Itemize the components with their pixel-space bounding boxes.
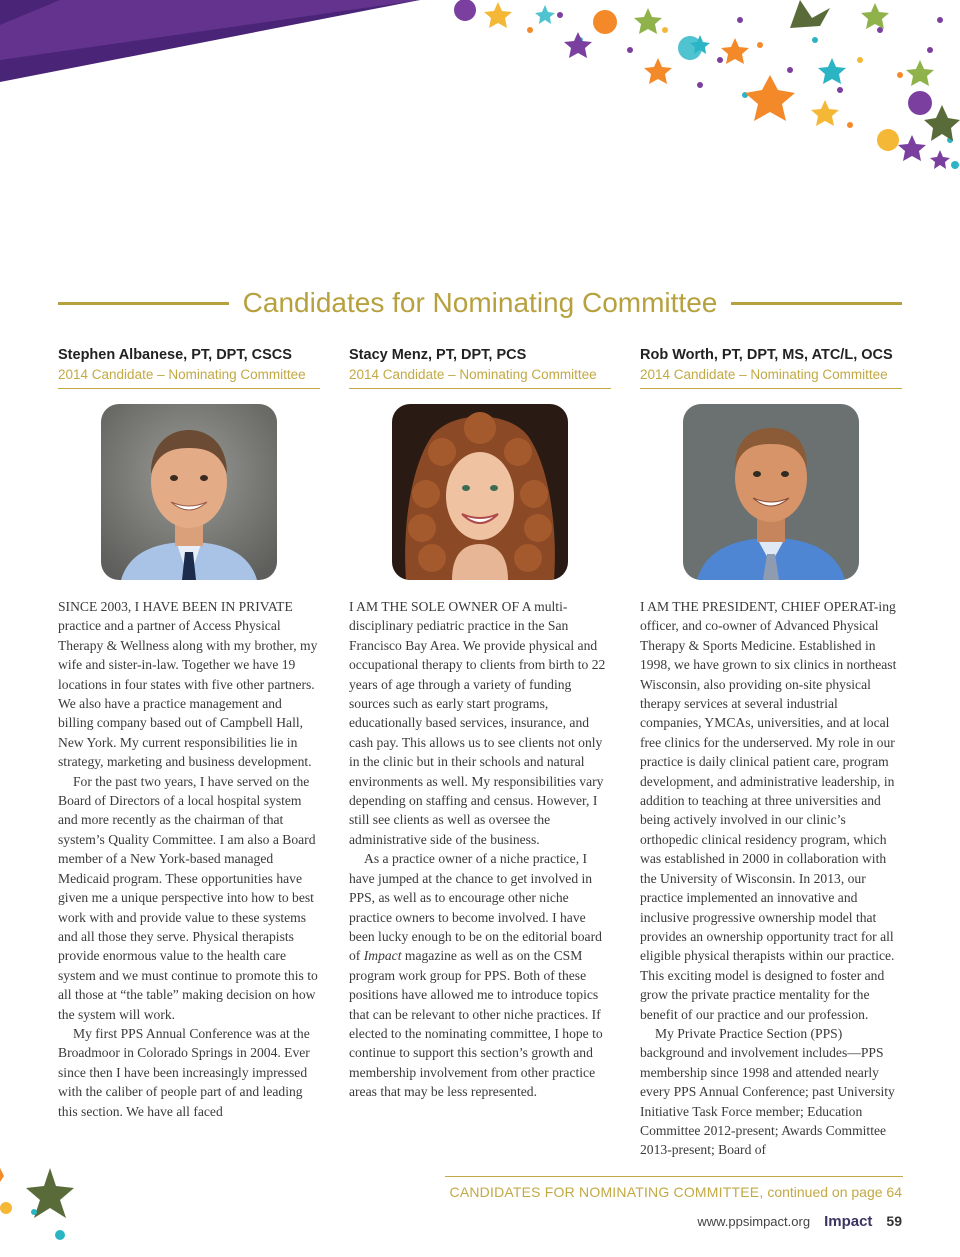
bio-paragraph: ing officer, and co-owner of Advanced Physical Therapy & Sports Medicine. Established in 1998, we have grown to six clinics in northeast Wisconsin, also providing on-site physical therapy services at several industrial companies, YMCAs, universities, and at local free clinics for the underserved. My role in our practice is daily clinical patient care, program development, and administrative leadership, in addition to teaching at three universities and being actively involved in our clinic’s orthopedic clinical residency program, which was established in 2000 in collaboration with the University of Wisconsin. In 2013, our practice implemented an innovative and inclusive progressive ownership model that provides an ownership opportunity tract for all eligible physical therapists within our practice. This exciting model is designed to foster and grow the private practice mentality for the benefit of our practice and our profession.	[640, 599, 897, 1022]
magazine-title: Impact	[363, 948, 402, 964]
bio-lead: I AM THE SOLE OWNER OF A	[349, 599, 531, 614]
bottom-star-decoration	[0, 1160, 90, 1257]
footer-url[interactable]: www.ppsimpact.org	[697, 1214, 811, 1229]
candidate-bio	[58, 597, 320, 1121]
confetti-decoration	[0, 0, 960, 180]
page-number: 59	[886, 1213, 902, 1229]
page-footer	[697, 1213, 902, 1230]
candidate-column-worth	[640, 345, 902, 1160]
candidate-subtitle: 2014 Candidate – Nominating Committee	[58, 365, 320, 389]
bio-paragraph: practice and a partner of Access Physical Therapy & Wellness along with my brother, my wife and sister-in-law. Together we have 19 locations in four states with five other partners. We also have a practice management and billing company based out of Campbell Hall, New York. My current responsibilities lie in strategy, marketing and business development.	[58, 618, 318, 770]
magazine-logo: Impact	[824, 1213, 873, 1230]
candidate-subtitle: 2014 Candidate – Nominating Committee	[640, 365, 902, 389]
candidate-photo	[683, 404, 859, 580]
heading-rule-right	[731, 302, 902, 305]
bio-paragraph: magazine as well as on the CSM program work group for PPS. Both of these positions have allowed me to introduce topics that can be relevant to other niche practices. If elected to the nominating committee, I hope to continue to support this section’s growth and membership involvement from other practice areas that may be less represented.	[349, 948, 603, 1100]
candidate-subtitle: 2014 Candidate – Nominating Committee	[349, 365, 611, 389]
section-title: Candidates for Nominating Committee	[242, 287, 718, 318]
candidate-name: Stephen Albanese, PT, DPT, CSCS	[58, 347, 292, 363]
heading-rule-left	[58, 302, 229, 305]
candidate-column-menz	[349, 345, 611, 1102]
candidate-name: Stacy Menz, PT, DPT, PCS	[349, 347, 527, 363]
bio-paragraph: My first PPS Annual Conference was at the Broadmoor in Colorado Springs in 2004. Ever since then I have been increasingly impressed with the caliber of people part of and leading this section. We have all faced	[58, 1025, 310, 1119]
bio-lead: I AM THE PRESIDENT, CHIEF OPERAT-	[640, 599, 879, 614]
continued-link[interactable]: continued on page 64	[767, 1184, 902, 1200]
candidate-name: Rob Worth, PT, DPT, MS, ATC/L, OCS	[640, 347, 893, 363]
candidate-bio	[349, 597, 611, 1102]
bio-paragraph: As a practice owner of a niche practice, I have jumped at the chance to get involved in PPS, as well as to encourage other niche practice owners to become involved. I have been lucky enough to be on the editorial board of	[349, 851, 602, 964]
continued-note	[450, 1184, 902, 1200]
candidate-photo	[392, 404, 568, 580]
candidate-column-albanese	[58, 345, 320, 1121]
section-heading	[58, 283, 902, 323]
bio-lead: SINCE 2003, I HAVE BEEN IN PRIVATE	[58, 599, 293, 614]
bio-paragraph: multi-disciplinary pediatric practice in the San Francisco Bay Area. We provide physical and occupational therapy to clients from birth to 22 years of age through a variety of funding sources such as early start programs, educationally based services, insurance, and cash pay. This allows us to see clients not only in the clinic but in their schools and natural environments as well. My responsibilities vary depending on staffing and census. However, I still see clients as well as oversee the administrative side of the business.	[349, 599, 606, 847]
continued-label: CANDIDATES FOR NOMINATING COMMITTEE,	[449, 1184, 764, 1200]
candidate-photo	[101, 404, 277, 580]
bio-paragraph: For the past two years, I have served on the Board of Directors of a local hospital system and more recently as the chairman of that system’s Quality Committee. I am also a Board member of a New York-based managed Medicaid program. These opportunities have given me a unique perspective into how to best work with and provide value to these systems and all those they serve. Physical therapists provide enormous value to the health care system and we must continue to promote this to all those at “the table” making decision on how the system will work.	[58, 773, 318, 1022]
bio-paragraph: My Private Practice Section (PPS) background and involvement includes—PPS membership since 1998 and attended nearly every PPS Annual Conference; past University Initiative Task Force member; Education Committee 2012-present; Awards Committee 2013-present; Board of	[640, 1025, 895, 1158]
footer-rule	[445, 1176, 903, 1177]
candidate-bio	[640, 597, 902, 1160]
